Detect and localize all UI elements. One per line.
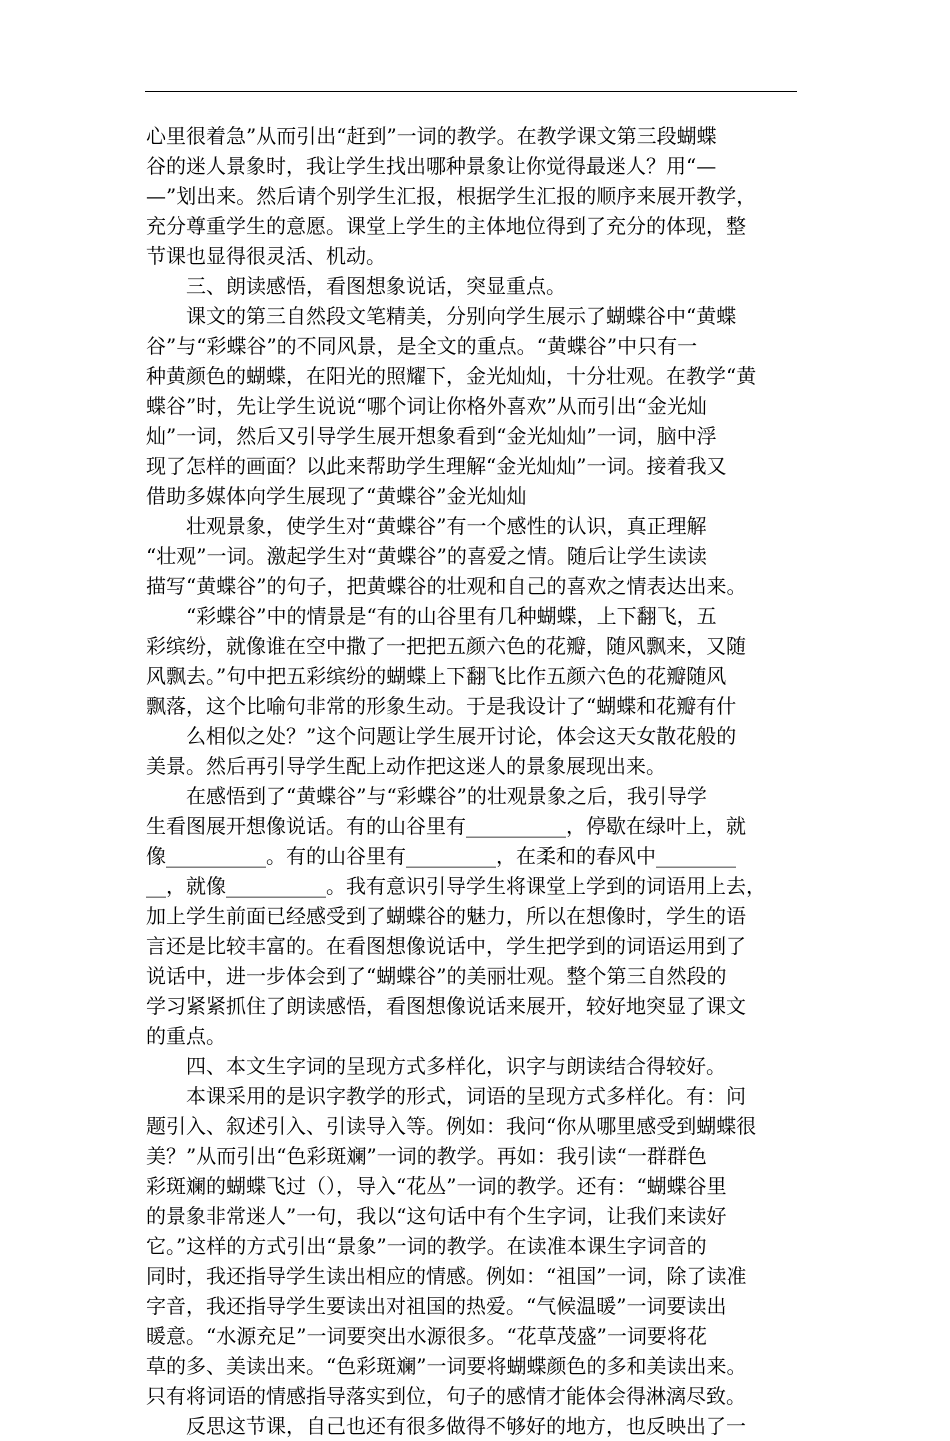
text-line: 么相似之处？”这个问题让学生展开讨论，体会这天女散花般的 bbox=[186, 724, 737, 748]
text-line: 飘落，这个比喻句非常的形象生动。于是我设计了“蝴蝶和花瓣有什 bbox=[146, 694, 737, 718]
text-line: 说话中，进一步体会到了“蝴蝶谷”的美丽壮观。整个第三自然段的 bbox=[146, 964, 727, 988]
text-line: 同时，我还指导学生读出相应的情感。例如：“祖国”一词，除了读准 bbox=[146, 1264, 747, 1288]
text-line: 谷”与“彩蝶谷”的不同风景，是全文的重点。“黄蝶谷”中只有一 bbox=[146, 334, 698, 358]
document-body bbox=[146, 121, 806, 1441]
text-line: “彩蝶谷”中的情景是“有的山谷里有几种蝴蝶，上下翻飞，五 bbox=[186, 604, 717, 628]
text-line: 蝶谷”时，先让学生说说“哪个词让你格外喜欢”从而引出“金光灿 bbox=[146, 394, 707, 418]
text-line: 题引入、叙述引入、引读导入等。例如：我问“你从哪里感受到蝴蝶很 bbox=[146, 1114, 757, 1138]
text-line: 充分尊重学生的意愿。课堂上学生的主体地位得到了充分的体现，整 bbox=[146, 214, 746, 238]
text-line: 种黄颜色的蝴蝶，在阳光的照耀下，金光灿灿，十分壮观。在教学“黄 bbox=[146, 364, 757, 388]
text-line: 节课也显得很灵活、机动。 bbox=[146, 244, 386, 268]
text-line: 字音，我还指导学生要读出对祖国的热爱。“气候温暖”一词要读出 bbox=[146, 1294, 727, 1318]
text-line: 的重点。 bbox=[146, 1024, 226, 1048]
text-line: 言还是比较丰富的。在看图想像说话中，学生把学到的词语运用到了 bbox=[146, 934, 746, 958]
text-line: 草的多、美读出来。“色彩斑斓”一词要将蝴蝶颜色的多和美读出来。 bbox=[146, 1354, 747, 1378]
text-line: 本课采用的是识字教学的形式，词语的呈现方式多样化。有：问 bbox=[186, 1084, 746, 1108]
text-line: 的景象非常迷人”一句，我以“这句话中有个生字词，让我们来读好 bbox=[146, 1204, 727, 1228]
text-line: 灿”一词，然后又引导学生展开想象看到“金光灿灿”一词，脑中浮 bbox=[146, 424, 717, 448]
text-line: 加上学生前面已经感受到了蝴蝶谷的魅力，所以在想像时，学生的语 bbox=[146, 904, 746, 928]
text-line: 彩斑斓的蝴蝶飞过（），导入“花丛”一词的教学。还有：“蝴蝶谷里 bbox=[146, 1174, 727, 1198]
text-line: 课文的第三自然段文笔精美，分别向学生展示了蝴蝶谷中“黄蝶 bbox=[186, 304, 737, 328]
text-line: 暖意。“水源充足”一词要突出水源很多。“花草茂盛”一词要将花 bbox=[146, 1324, 707, 1348]
text-line: 美？”从而引出“色彩斑斓”一词的教学。再如：我引读“一群群色 bbox=[146, 1144, 707, 1168]
text-line: 像__________。有的山谷里有_________，在柔和的春风中________ bbox=[146, 844, 736, 868]
text-line: 壮观景象，使学生对“黄蝶谷”有一个感性的认识，真正理解 bbox=[186, 514, 707, 538]
text-line: __，就像__________。我有意识引导学生将课堂上学到的词语用上去， bbox=[146, 874, 766, 898]
text-line: 只有将词语的情感指导落实到位，句子的感情才能体会得淋漓尽致。 bbox=[146, 1384, 746, 1408]
text-line: —”划出来。然后请个别学生汇报，根据学生汇报的顺序来展开教学， bbox=[146, 184, 757, 208]
text-line: 谷的迷人景象时，我让学生找出哪种景象让你觉得最迷人？用“— bbox=[146, 154, 717, 178]
text-line: 反思这节课，自己也还有很多做得不够好的地方，也反映出了一 bbox=[186, 1414, 746, 1438]
text-line: 学习紧紧抓住了朗读感悟，看图想像说话来展开，较好地突显了课文 bbox=[146, 994, 746, 1018]
header-rule bbox=[145, 91, 797, 92]
text-line: 现了怎样的画面？以此来帮助学生理解“金光灿灿”一词。接着我又 bbox=[146, 454, 727, 478]
text-line: 生看图展开想像说话。有的山谷里有__________，停歇在绿叶上，就 bbox=[146, 814, 746, 838]
text-line: 风飘去。”句中把五彩缤纷的蝴蝶上下翻飞比作五颜六色的花瓣随风 bbox=[146, 664, 727, 688]
text-line: 它。”这样的方式引出“景象”一词的教学。在读准本课生字词音的 bbox=[146, 1234, 707, 1258]
text-line: “壮观”一词。激起学生对“黄蝶谷”的喜爱之情。随后让学生读读 bbox=[146, 544, 707, 568]
text-line: 四、本文生字词的呈现方式多样化，识字与朗读结合得较好。 bbox=[186, 1054, 726, 1078]
text-line: 三、朗读感悟，看图想象说话，突显重点。 bbox=[186, 274, 566, 298]
text-line: 美景。然后再引导学生配上动作把这迷人的景象展现出来。 bbox=[146, 754, 666, 778]
text-line: 在感悟到了“黄蝶谷”与“彩蝶谷”的壮观景象之后，我引导学 bbox=[186, 784, 707, 808]
text-line: 描写“黄蝶谷”的句子，把黄蝶谷的壮观和自己的喜欢之情表达出来。 bbox=[146, 574, 747, 598]
text-line: 彩缤纷，就像谁在空中撒了一把把五颜六色的花瓣，随风飘来，又随 bbox=[146, 634, 746, 658]
text-line: 心里很着急”从而引出“赶到”一词的教学。在教学课文第三段蝴蝶 bbox=[146, 124, 717, 148]
text-line: 借助多媒体向学生展现了“黄蝶谷”金光灿灿 bbox=[146, 484, 527, 508]
